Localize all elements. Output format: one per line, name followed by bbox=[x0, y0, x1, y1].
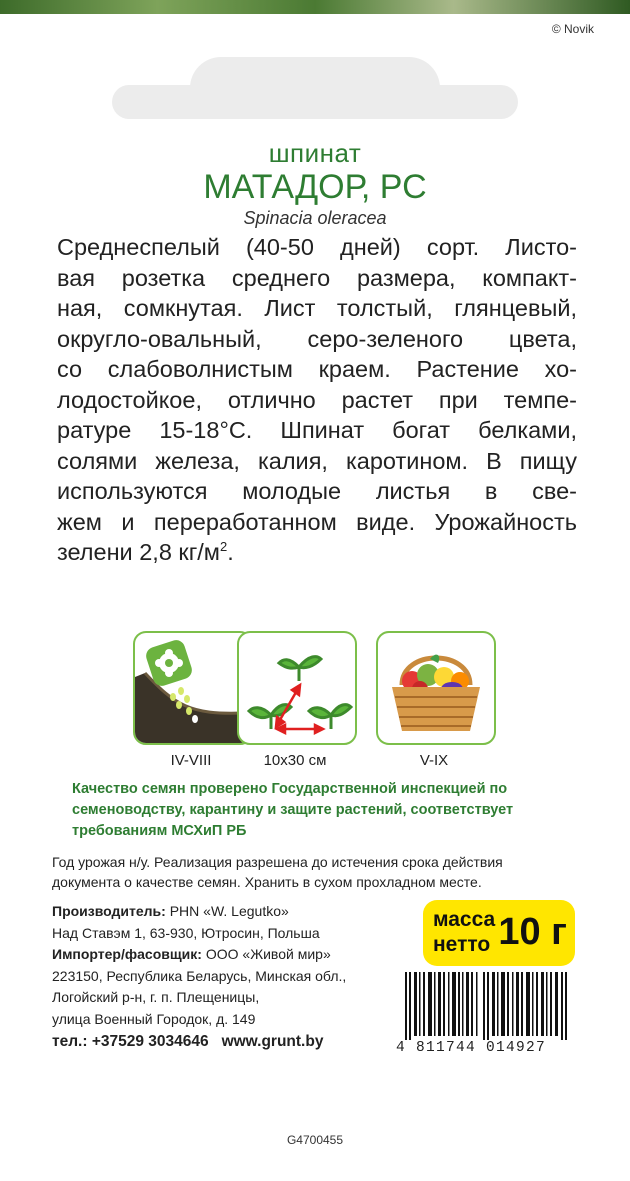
net-weight-value: 10 г bbox=[498, 911, 567, 953]
barcode bbox=[405, 972, 571, 1044]
logo-placeholder bbox=[190, 57, 440, 119]
barcode-number: 4 811744 014927 bbox=[396, 1040, 576, 1056]
spacing-label: 10х30 см bbox=[263, 752, 327, 769]
producer-importer-info bbox=[52, 901, 412, 1030]
product-code: G4700455 bbox=[286, 1133, 344, 1147]
description-line: жем и переработанном виде. Урожайность bbox=[57, 508, 577, 535]
description-line: ная, сомкнутая. Лист толстый, глянцевый, bbox=[57, 295, 577, 321]
copyright-text: © Novik bbox=[551, 22, 594, 36]
sowing-period-label: IV-VIII bbox=[170, 752, 212, 769]
importer-address-3: улица Военный Городок, д. 149 bbox=[52, 1010, 256, 1027]
producer-address: Над Ставэм 1, 63-930, Ютросин, Польша bbox=[52, 924, 320, 941]
description-line: используются молодые листья в све- bbox=[57, 478, 577, 504]
description-line: лодостойкое, отлично растет при темпе- bbox=[57, 386, 577, 413]
importer-name: ООО «Живой мир» bbox=[205, 946, 331, 962]
net-weight-label bbox=[433, 907, 495, 957]
harvest-period-label: V-IX bbox=[419, 752, 449, 769]
sowing-icon bbox=[133, 631, 253, 745]
description-line bbox=[57, 537, 577, 568]
latin-name: Spinacia oleracea bbox=[243, 208, 387, 228]
description-line: ратуре 15-18°С. Шпинат богат белками, bbox=[57, 417, 577, 443]
description-superscript: 2 bbox=[219, 539, 228, 555]
spacing-icon bbox=[237, 631, 357, 745]
importer-address-1: 223150, Республика Беларусь, Минская обл., bbox=[52, 967, 347, 984]
producer-label: Производитель: bbox=[52, 903, 166, 919]
top-decorative-strip bbox=[0, 0, 630, 14]
description-line: солями железа, калия, каротином. В пищу bbox=[57, 447, 577, 474]
producer-line bbox=[52, 901, 412, 923]
importer-line bbox=[52, 944, 412, 966]
crop-name: шпинат bbox=[268, 138, 362, 168]
variety-name: МАТАДОР, РС bbox=[203, 168, 427, 206]
contact-line bbox=[52, 1033, 323, 1051]
phone-number: тел.: +37529 3034646 bbox=[52, 1033, 209, 1050]
quality-statement: Качество семян проверено Государственной инспекцией по семеноводству, карантину и защите растений, соответствует требованиям МСХиП РБ bbox=[72, 781, 514, 839]
importer-label: Импортер/фасовщик: bbox=[52, 946, 202, 962]
description-line: со слабоволнистым краем. Растение хо- bbox=[57, 356, 577, 382]
importer-address-2: Логойский р-н, г. п. Плещеницы, bbox=[52, 989, 260, 1005]
description-last-text: зелени 2,8 кг/м bbox=[57, 539, 220, 565]
description bbox=[57, 232, 577, 568]
net-weight-label-2: нетто bbox=[433, 933, 491, 956]
net-weight-label-1: масса bbox=[433, 908, 496, 931]
description-line: вая розетка среднего размера, компакт- bbox=[57, 264, 577, 291]
description-line: округло-овальный, серо-зеленого цвета, bbox=[57, 325, 577, 352]
harvest-basket-icon bbox=[376, 631, 496, 745]
net-weight-badge bbox=[423, 900, 575, 966]
website-link[interactable]: www.grunt.by bbox=[221, 1033, 324, 1050]
harvest-storage-note: Год урожая н/у. Реализация разрешена до истечения срока действия документа о качестве семян. Хранить в сухом прохладном месте. bbox=[52, 854, 503, 890]
producer-name: PHN «W. Legutko» bbox=[169, 903, 289, 919]
description-line: Среднеспелый (40-50 дней) сорт. Листо- bbox=[57, 234, 577, 260]
description-last-end: . bbox=[227, 539, 234, 565]
